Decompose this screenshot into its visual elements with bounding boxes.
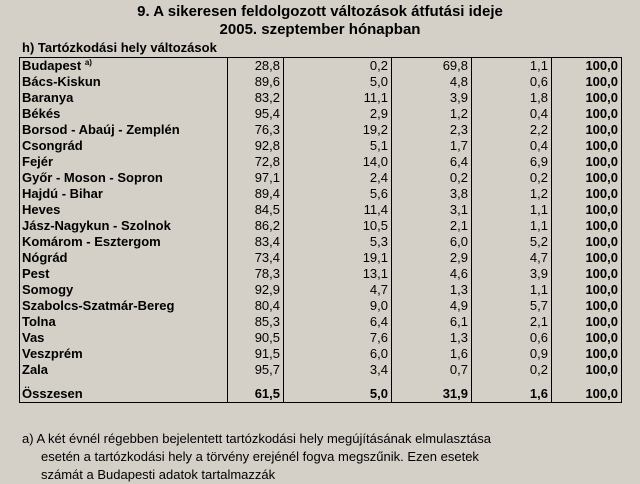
county-name: Budapest	[22, 58, 82, 73]
cell-c4: 1,1	[472, 202, 552, 218]
spacer-cell	[20, 378, 228, 386]
row-label	[20, 58, 228, 75]
cell-c3: 0,7	[392, 362, 472, 378]
cell-c1: 84,5	[228, 202, 284, 218]
cell-c5: 100,0	[552, 90, 622, 106]
cell-c2: 7,6	[284, 330, 392, 346]
cell-c2: 19,2	[284, 122, 392, 138]
county-name: Vas	[22, 330, 45, 345]
cell-c2: 5,1	[284, 138, 392, 154]
cell-c3: 3,9	[392, 90, 472, 106]
cell-c3: 4,6	[392, 266, 472, 282]
cell-c5: 100,0	[552, 106, 622, 122]
table-row	[20, 298, 622, 314]
county-name: Bács-Kiskun	[22, 74, 101, 89]
cell-c1: 95,7	[228, 362, 284, 378]
table-row	[20, 74, 622, 90]
table-row	[20, 362, 622, 378]
cell-c3: 6,1	[392, 314, 472, 330]
cell-c1: 86,2	[228, 218, 284, 234]
cell-c5: 100,0	[552, 282, 622, 298]
county-name: Heves	[22, 202, 61, 217]
table-row	[20, 314, 622, 330]
cell-c5: 100,0	[552, 346, 622, 362]
cell-c4: 0,2	[472, 170, 552, 186]
cell-c3: 1,2	[392, 106, 472, 122]
table-row	[20, 58, 622, 75]
cell-c1: 97,1	[228, 170, 284, 186]
cell-c1: 76,3	[228, 122, 284, 138]
cell-c5: 100,0	[552, 122, 622, 138]
table-row	[20, 330, 622, 346]
cell-c4: 6,9	[472, 154, 552, 170]
row-label	[20, 362, 228, 378]
total-c3: 31,9	[392, 386, 472, 403]
cell-c2: 2,4	[284, 170, 392, 186]
cell-c3: 69,8	[392, 58, 472, 75]
county-name: Pest	[22, 266, 50, 281]
cell-c1: 92,8	[228, 138, 284, 154]
table-period: 2005. szeptember hónapban	[219, 21, 421, 38]
row-label	[20, 90, 228, 106]
total-label: Összesen	[20, 386, 228, 403]
cell-c5: 100,0	[552, 74, 622, 90]
row-label	[20, 266, 228, 282]
table-row	[20, 106, 622, 122]
cell-c1: 72,8	[228, 154, 284, 170]
spacer-cell	[392, 378, 472, 386]
county-name: Veszprém	[22, 346, 83, 361]
cell-c1: 83,4	[228, 234, 284, 250]
row-label	[20, 330, 228, 346]
table-row	[20, 234, 622, 250]
cell-c4: 4,7	[472, 250, 552, 266]
county-name: Csongrád	[22, 138, 83, 153]
cell-c1: 90,5	[228, 330, 284, 346]
cell-c3: 4,9	[392, 298, 472, 314]
cell-c1: 89,4	[228, 186, 284, 202]
cell-c3: 3,8	[392, 186, 472, 202]
row-label	[20, 186, 228, 202]
row-label	[20, 218, 228, 234]
cell-c3: 0,2	[392, 170, 472, 186]
spacer-cell	[472, 378, 552, 386]
cell-c4: 1,1	[472, 58, 552, 75]
county-name: Fejér	[22, 154, 54, 169]
county-name: Békés	[22, 106, 61, 121]
cell-c3: 2,1	[392, 218, 472, 234]
cell-c3: 1,6	[392, 346, 472, 362]
cell-c2: 0,2	[284, 58, 392, 75]
cell-c4: 0,4	[472, 106, 552, 122]
county-name: Komárom - Esztergom	[22, 234, 161, 249]
table-title: 9. A sikeresen feldolgozott változások átfutási ideje	[137, 3, 503, 20]
total-c4: 1,6	[472, 386, 552, 403]
cell-c5: 100,0	[552, 298, 622, 314]
county-name: Borsod - Abaúj - Zemplén	[22, 122, 180, 137]
footnote-line: a) A két évnél régebben bejelentett tartózkodási hely megújításának elmulasztása	[22, 431, 492, 446]
footnote-marker: a)	[84, 58, 92, 67]
cell-c2: 14,0	[284, 154, 392, 170]
county-name: Tolna	[22, 314, 56, 329]
cell-c5: 100,0	[552, 362, 622, 378]
cell-c1: 92,9	[228, 282, 284, 298]
cell-c2: 19,1	[284, 250, 392, 266]
row-label	[20, 202, 228, 218]
row-label	[20, 234, 228, 250]
cell-c2: 2,9	[284, 106, 392, 122]
row-label	[20, 170, 228, 186]
footnote	[22, 430, 622, 484]
table-row	[20, 266, 622, 282]
cell-c5: 100,0	[552, 218, 622, 234]
county-name: Hajdú - Bihar	[22, 186, 103, 201]
row-label	[20, 138, 228, 154]
cell-c4: 2,1	[472, 314, 552, 330]
row-label	[20, 314, 228, 330]
cell-c4: 5,2	[472, 234, 552, 250]
footnote-line: esetén a tartózkodási hely a törvény erejénél fogva megszűnik. Ezen esetek	[41, 449, 479, 464]
cell-c4: 1,1	[472, 282, 552, 298]
total-row	[20, 386, 622, 403]
cell-c4: 1,2	[472, 186, 552, 202]
county-name: Somogy	[22, 282, 74, 297]
row-label	[20, 250, 228, 266]
cell-c5: 100,0	[552, 202, 622, 218]
cell-c5: 100,0	[552, 330, 622, 346]
cell-c3: 1,7	[392, 138, 472, 154]
cell-c1: 89,6	[228, 74, 284, 90]
cell-c2: 5,6	[284, 186, 392, 202]
cell-c2: 9,0	[284, 298, 392, 314]
cell-c2: 11,4	[284, 202, 392, 218]
cell-c4: 0,2	[472, 362, 552, 378]
cell-c4: 1,8	[472, 90, 552, 106]
cell-c5: 100,0	[552, 154, 622, 170]
cell-c4: 2,2	[472, 122, 552, 138]
table-row	[20, 122, 622, 138]
row-label	[20, 298, 228, 314]
cell-c5: 100,0	[552, 250, 622, 266]
cell-c4: 0,6	[472, 74, 552, 90]
table-row	[20, 218, 622, 234]
cell-c2: 10,5	[284, 218, 392, 234]
cell-c5: 100,0	[552, 58, 622, 75]
table-body	[20, 58, 622, 403]
table-row	[20, 170, 622, 186]
row-label	[20, 282, 228, 298]
cell-c1: 85,3	[228, 314, 284, 330]
cell-c5: 100,0	[552, 314, 622, 330]
table-row	[20, 202, 622, 218]
cell-c4: 0,4	[472, 138, 552, 154]
table-row	[20, 250, 622, 266]
county-name: Győr - Moson - Sopron	[22, 170, 163, 185]
table-row	[20, 282, 622, 298]
county-name: Baranya	[22, 90, 74, 105]
table-subtitle: h) Tartózkodási hely változások	[22, 40, 217, 55]
cell-c3: 3,1	[392, 202, 472, 218]
total-c5: 100,0	[552, 386, 622, 403]
cell-c4: 1,1	[472, 218, 552, 234]
table-row	[20, 186, 622, 202]
county-name: Nógrád	[22, 250, 68, 265]
cell-c3: 1,3	[392, 330, 472, 346]
cell-c3: 6,0	[392, 234, 472, 250]
cell-c5: 100,0	[552, 266, 622, 282]
cell-c2: 6,4	[284, 314, 392, 330]
spacer-cell	[552, 378, 622, 386]
table-row	[20, 346, 622, 362]
cell-c5: 100,0	[552, 170, 622, 186]
cell-c2: 5,3	[284, 234, 392, 250]
data-table	[19, 57, 622, 403]
spacer-row	[20, 378, 622, 386]
cell-c3: 4,8	[392, 74, 472, 90]
cell-c4: 0,6	[472, 330, 552, 346]
cell-c2: 11,1	[284, 90, 392, 106]
cell-c2: 4,7	[284, 282, 392, 298]
cell-c1: 95,4	[228, 106, 284, 122]
row-label	[20, 106, 228, 122]
cell-c3: 2,3	[392, 122, 472, 138]
cell-c5: 100,0	[552, 186, 622, 202]
cell-c5: 100,0	[552, 138, 622, 154]
row-label	[20, 122, 228, 138]
cell-c2: 6,0	[284, 346, 392, 362]
table-row	[20, 138, 622, 154]
cell-c1: 78,3	[228, 266, 284, 282]
footnote-line: számát a Budapesti adatok tartalmazzák	[41, 467, 276, 482]
cell-c1: 83,2	[228, 90, 284, 106]
spacer-cell	[284, 378, 392, 386]
row-label	[20, 74, 228, 90]
row-label	[20, 346, 228, 362]
cell-c1: 73,4	[228, 250, 284, 266]
cell-c3: 1,3	[392, 282, 472, 298]
cell-c2: 5,0	[284, 74, 392, 90]
county-name: Zala	[22, 362, 49, 377]
cell-c1: 80,4	[228, 298, 284, 314]
table-row	[20, 90, 622, 106]
total-c2: 5,0	[284, 386, 392, 403]
cell-c1: 28,8	[228, 58, 284, 75]
cell-c4: 5,7	[472, 298, 552, 314]
cell-c4: 3,9	[472, 266, 552, 282]
cell-c2: 13,1	[284, 266, 392, 282]
cell-c2: 3,4	[284, 362, 392, 378]
total-c1: 61,5	[228, 386, 284, 403]
cell-c4: 0,9	[472, 346, 552, 362]
cell-c3: 6,4	[392, 154, 472, 170]
county-name: Jász-Nagykun - Szolnok	[22, 218, 171, 233]
cell-c3: 2,9	[392, 250, 472, 266]
table-row	[20, 154, 622, 170]
row-label	[20, 154, 228, 170]
county-name: Szabolcs-Szatmár-Bereg	[22, 298, 175, 313]
spacer-cell	[228, 378, 284, 386]
cell-c1: 91,5	[228, 346, 284, 362]
cell-c5: 100,0	[552, 234, 622, 250]
